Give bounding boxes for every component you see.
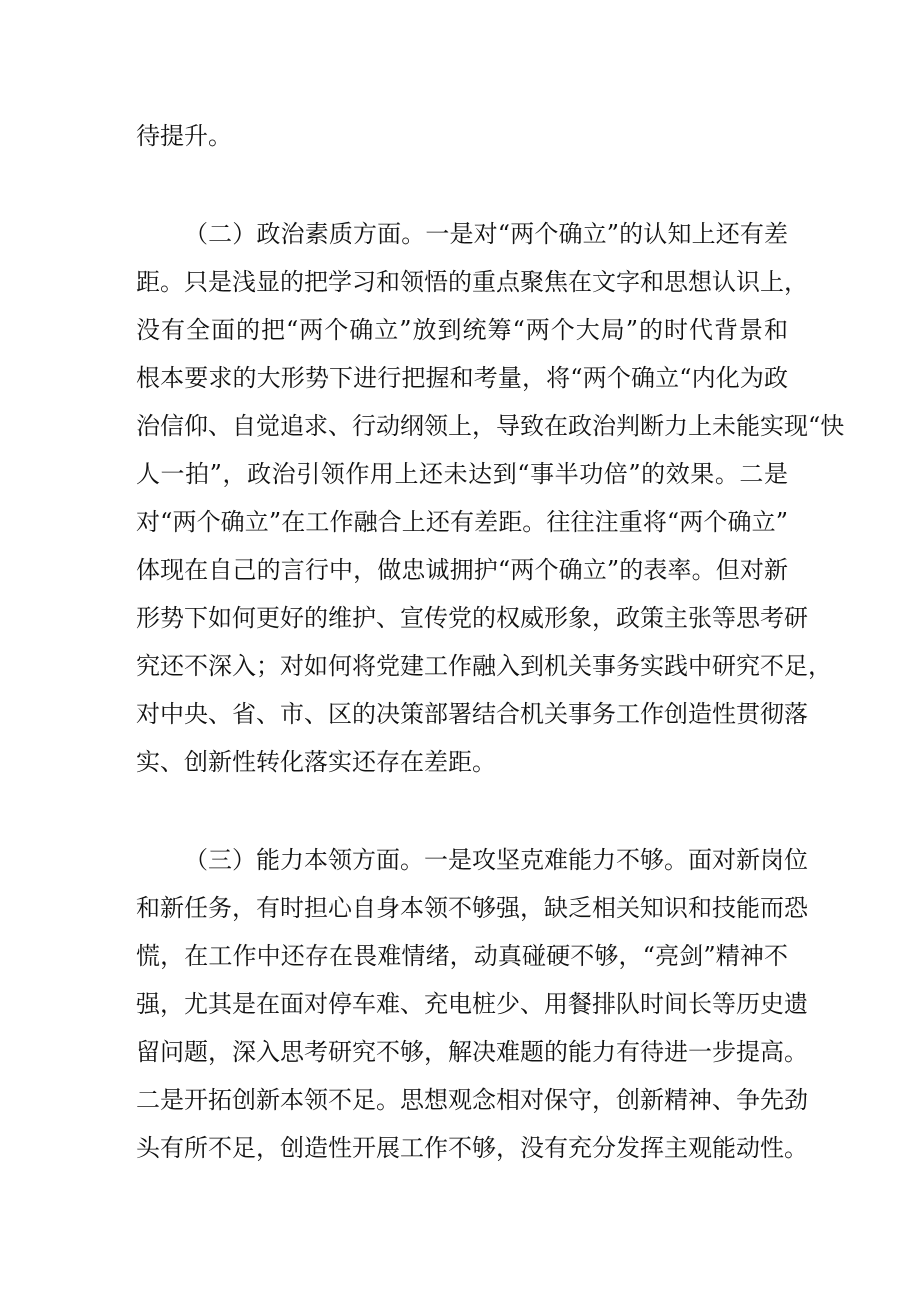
text-line-20: 头有所不足，创造性开展工作不够，没有充分发挥主观能动性。 — [136, 1134, 808, 1162]
section-2-heading-line: （二）政治素质方面。一是对“两个确立”的认知上还有差 — [184, 220, 788, 248]
text-line-1: 待提升。 — [136, 122, 232, 150]
text-line-18: 留问题，深入思考研究不够，解决难题的能力有待进一步提高。 — [136, 1038, 808, 1066]
text-line-12: 对中央、省、市、区的决策部署结合机关事务工作创造性贯彻落 — [136, 700, 808, 728]
text-line-3: 距。只是浅显的把学习和领悟的重点聚焦在文字和思想认识上， — [136, 268, 808, 296]
text-line-13: 实、创新性转化落实还存在差距。 — [136, 748, 496, 776]
section-3-heading-line: （三）能力本领方面。一是攻坚克难能力不够。面对新岗位 — [184, 846, 808, 874]
text-line-17: 强，尤其是在面对停车难、充电桩少、用餐排队时间长等历史遗 — [136, 990, 808, 1018]
text-line-11: 究还不深入；对如何将党建工作融入到机关事务实践中研究不足， — [136, 652, 832, 680]
text-line-5: 根本要求的大形势下进行把握和考量，将“两个确立“内化为政 — [136, 364, 788, 392]
text-line-6: 治信仰、自觉追求、行动纲领上，导致在政治判断力上未能实现“快 — [136, 412, 845, 440]
text-line-8: 对“两个确立”在工作融合上还有差距。往往注重将“两个确立” — [136, 508, 788, 536]
text-line-4: 没有全面的把“两个确立”放到统筹“两个大局”的时代背景和 — [136, 316, 788, 344]
text-line-7: 人一拍”，政治引领作用上还未达到“事半功倍”的效果。二是 — [136, 460, 788, 488]
text-line-10: 形势下如何更好的维护、宣传党的权威形象，政策主张等思考研 — [136, 604, 808, 632]
text-line-15: 和新任务，有时担心自身本领不够强，缺乏相关知识和技能而恐 — [136, 894, 808, 922]
text-line-9: 体现在自己的言行中，做忠诚拥护“两个确立”的表率。但对新 — [136, 556, 788, 584]
text-line-19: 二是开拓创新本领不足。思想观念相对保守，创新精神、争先劲 — [136, 1086, 808, 1114]
text-line-16: 慌，在工作中还存在畏难情绪，动真碰硬不够，“亮剑”精神不 — [136, 942, 788, 970]
